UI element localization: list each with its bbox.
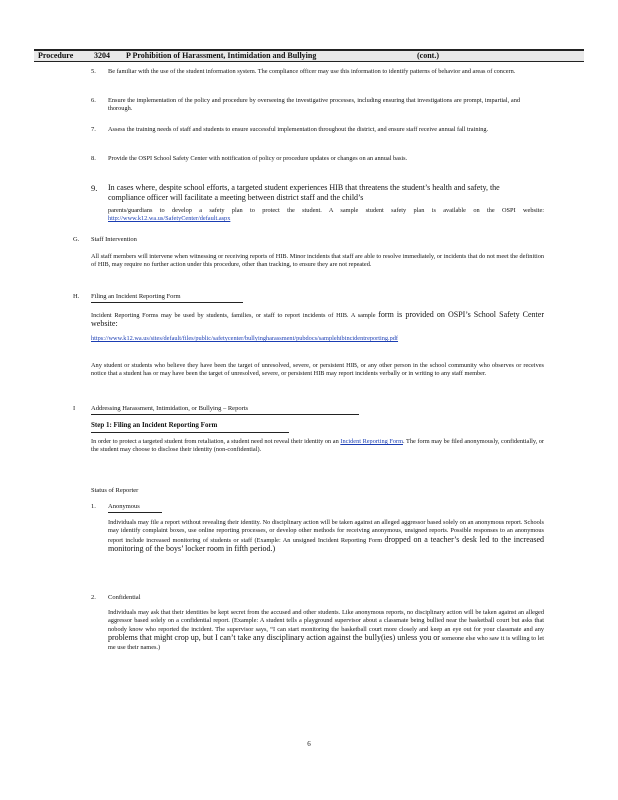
paragraph-part-emphasis: problems that might crop up, but I can’t take any disciplinary action against the bully(ies) unless you or bbox=[108, 633, 440, 643]
procedure-title: P Prohibition of Harassment, Intimidation and Bullying bbox=[126, 51, 317, 60]
sub-item-paragraph bbox=[108, 519, 544, 555]
item-number: 9. bbox=[91, 183, 98, 193]
item-number: 5. bbox=[91, 68, 96, 75]
section-letter: G. bbox=[73, 236, 80, 243]
sub-item-number: 2. bbox=[91, 594, 96, 601]
heading-underline bbox=[91, 432, 289, 433]
section-heading: Filing an Incident Reporting Form bbox=[91, 293, 181, 300]
section-heading: Addressing Harassment, Intimidation, or Bullying – Reports bbox=[91, 405, 249, 412]
page-number: 6 bbox=[307, 740, 311, 748]
item-number: 7. bbox=[91, 126, 96, 133]
item-text: Ensure the implementation of the policy and procedure by overseeing the investigative processes, including ensuring that investigations are prompt, impartial, and thorough. bbox=[108, 97, 520, 113]
item-text-emphasis: In cases where, despite school efforts, a targeted student experiences HIB that threatens the student’s health and safety, the compliance officer will facilitate a meeting between district staff and the child’s bbox=[108, 183, 500, 202]
item-text: Assess the training needs of staff and students to ensure successful implementation throughout the district, and ensure staff receive annual fall training. bbox=[108, 126, 489, 133]
heading-underline bbox=[108, 512, 162, 513]
item-text-part: parents/guardians to develop a safety plan to protect the student. A sample student safety plan is available on the OSPI website: bbox=[108, 207, 544, 214]
sub-item-title: Anonymous bbox=[108, 503, 140, 510]
item-number: 6. bbox=[91, 97, 96, 104]
section-letter: H. bbox=[73, 293, 80, 300]
paragraph-part: someone else who saw it is willing to let me use their names.) bbox=[108, 635, 545, 651]
paragraph-part: Individuals may ask that their identities be kept secret from the accused and other students. Like anonymous reports, no disciplinary action will be taken against an alleged aggressor based solely on a confidential report. (Example: A student tells a playground supervisor about a classmate being bullied near the basketball court but asks that nobody know who reported the incident. The supervisor says, “I can start monitoring the basketball court more closely and keep an eye out for your classmate and any bbox=[108, 609, 544, 633]
paragraph-part: Incident Reporting Forms may be used by students, families, or staff to report incidents of HIB. A sample bbox=[91, 312, 376, 319]
section-paragraph bbox=[91, 311, 544, 330]
reporting-form-url[interactable]: https://www.k12.wa.us/sites/default/files/public/safetycenter/bullyingharassment/pubdocs/samplehibincidentreporting.pdf bbox=[91, 335, 399, 342]
paragraph-part: . The form may be filed anonymously, confidentially, or the student may choose to disclose their identity (non-confidential). bbox=[91, 438, 544, 454]
procedure-number: 3204 bbox=[94, 51, 110, 60]
procedure-label: Procedure bbox=[38, 51, 74, 60]
procedure-header bbox=[34, 49, 584, 62]
item-number: 8. bbox=[91, 155, 96, 162]
item-text: Be familiar with the use of the student information system. The compliance officer may use this information to identify patterns of behavior and areas of concern. bbox=[108, 68, 516, 75]
paragraph-part-emphasis: dropped on a teacher’s desk led to the increased monitoring of the boys’ locker room in fifth period.) bbox=[108, 534, 544, 554]
section-paragraph: Any student or students who believe they have been the target of unresolved, severe, or persistent HIB, or any other person in the school community who observes or receives notice that a student has or may have been the target of unresolved, severe, or persistent HIB may report incidents verbally or in writing to any staff member. bbox=[91, 362, 544, 378]
section-letter: I bbox=[73, 405, 76, 412]
section-paragraph: All staff members will intervene when witnessing or receiving reports of HIB. Minor incidents that staff are able to resolve immediately, or incidents that do not meet the definition of HIB, may require no further action under this procedure, other than tracking, to ensure they are not repeated. bbox=[91, 253, 544, 269]
paragraph-part-emphasis: form is provided on OSPI’s School Safety Center website: bbox=[91, 310, 544, 329]
item-text bbox=[108, 207, 544, 224]
ospi-safety-center-link[interactable]: http://www.k12.wa.us/SafetyCenter/default.aspx bbox=[108, 215, 231, 223]
section-heading: Staff Intervention bbox=[91, 236, 137, 243]
step-heading: Step 1: Filing an Incident Reporting Form bbox=[91, 421, 218, 429]
heading-underline bbox=[91, 414, 359, 415]
sub-item-title: Confidential bbox=[108, 594, 141, 601]
paragraph-part: Individuals may file a report without revealing their identity. No disciplinary action will be taken against an alleged aggressor based solely on an anonymous report. Schools may identify complaint boxes, use online reporting processes, or develop other methods for receiving anonymous, unsigned reports. Possible responses to an anonymous report include increased monitoring of students or staff (Example: An unsigned Incident Reporting Form bbox=[108, 519, 544, 544]
sub-item-paragraph bbox=[108, 609, 544, 652]
status-of-reporter-label: Status of Reporter bbox=[91, 487, 139, 494]
section-paragraph bbox=[91, 438, 544, 455]
heading-underline bbox=[91, 302, 243, 303]
incident-reporting-form-link[interactable]: Incident Reporting Form bbox=[340, 438, 403, 445]
sub-item-number: 1. bbox=[91, 503, 96, 510]
procedure-cont: (cont.) bbox=[417, 51, 439, 60]
paragraph-part: In order to protect a targeted student from retaliation, a student need not reveal their identity on an bbox=[91, 438, 339, 445]
reporting-form-link[interactable] bbox=[91, 335, 411, 343]
item-text: Provide the OSPI School Safety Center with notification of policy or procedure updates or changes on an annual basis. bbox=[108, 155, 408, 162]
